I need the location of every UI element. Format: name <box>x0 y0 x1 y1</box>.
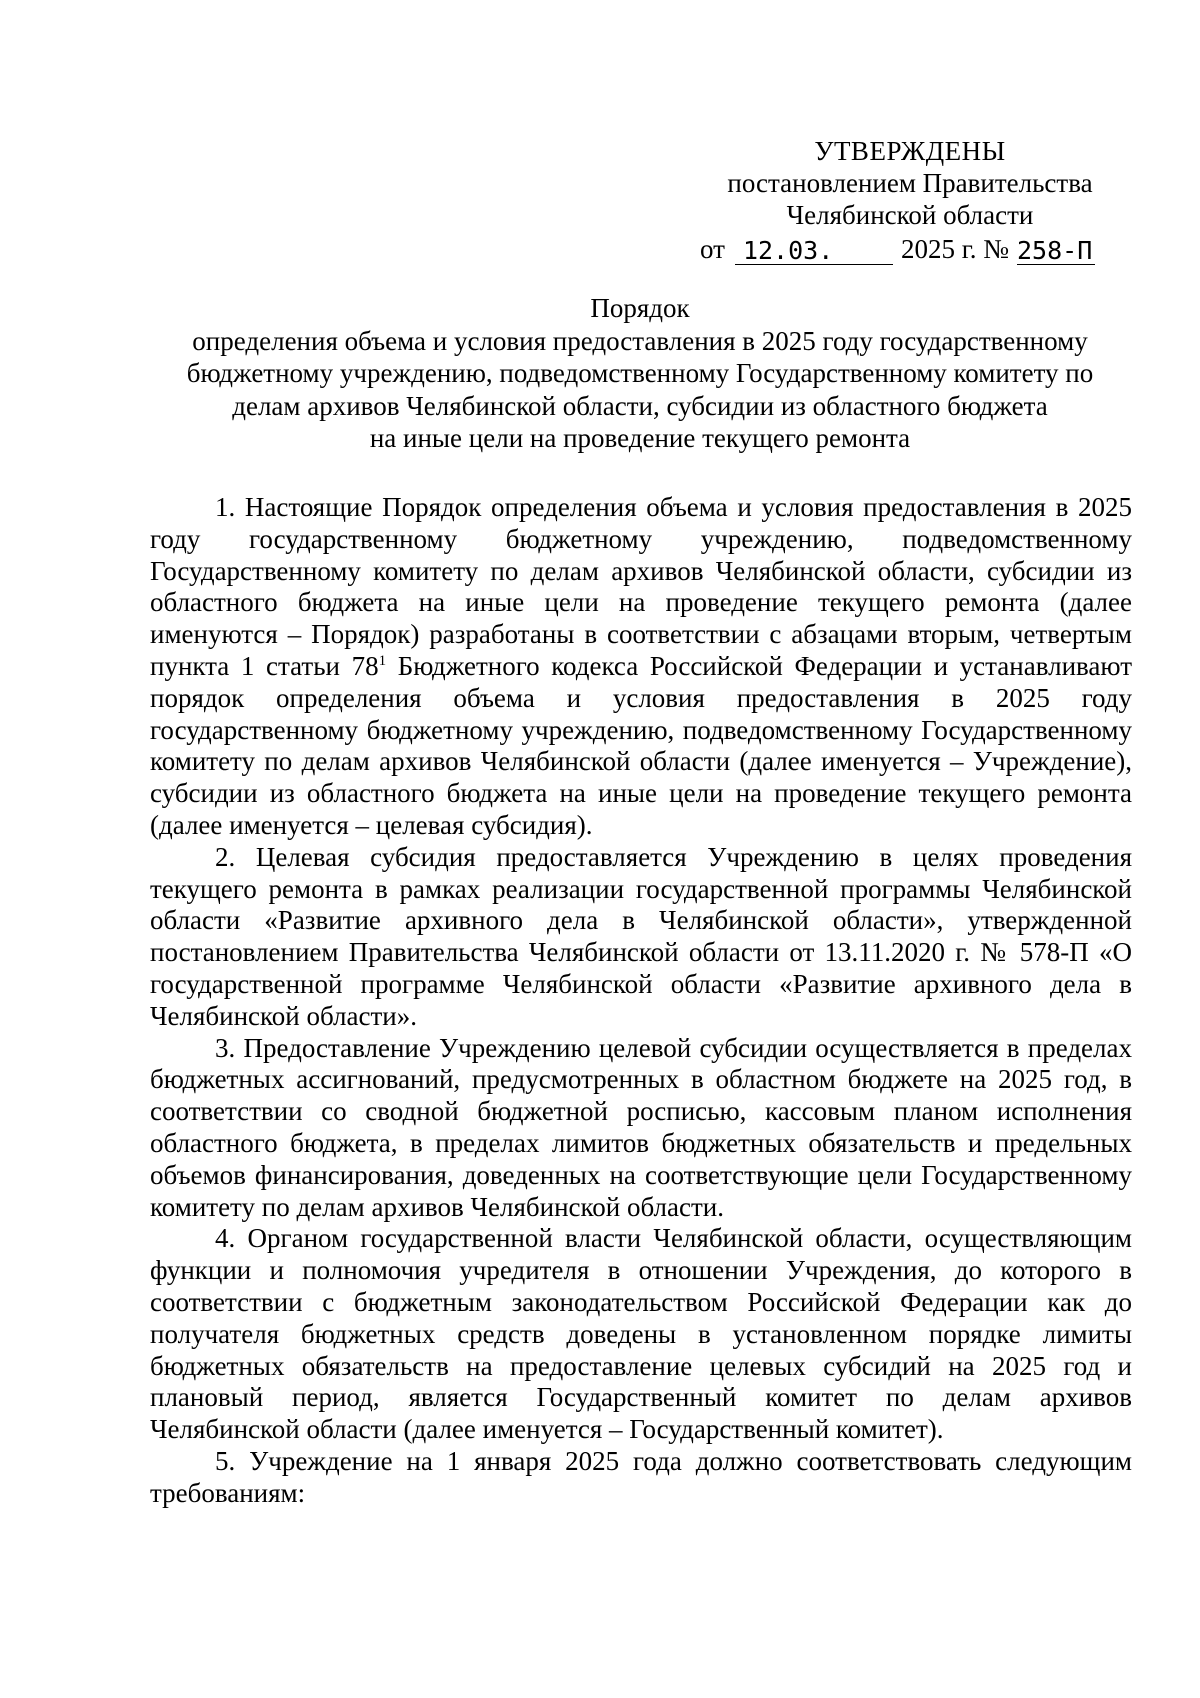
paragraph-1-text-a: 1. Настоящие Порядок определения объема и условия предоставления в 2025 году государственному бюджетному учреждению, подведомственному Государственному комитету по делам архивов Челябинской области, субсидии из областного бюджета на иные цели на проведение текущего ремонта (далее именуются – Порядок) разработаны в соответствии с абзацами вторым, четвертым пункта 1 статьи 78 <box>150 492 1132 681</box>
paragraph-2: 2. Целевая субсидия предоставляется Учреждению в целях проведения текущего ремонта в рамках реализации государственной программы Челябинской области «Развитие архивного дела в Челябинской области», утвержденной постановлением Правительства Челябинской области от 13.11.2020 г. № 578-П «О государственной программе Челябинской области «Развитие архивного дела в Челябинской области». <box>150 841 1132 1031</box>
approval-ot-label: от <box>700 234 725 264</box>
approval-heading: УТВЕРЖДЕНЫ <box>814 136 1006 166</box>
title-heading: Порядок <box>590 293 690 323</box>
title-line: делам архивов Челябинской области, субсидии из областного бюджета <box>232 390 1048 421</box>
paragraph-1 <box>150 492 1132 842</box>
document-body <box>150 492 1132 1510</box>
approval-block <box>700 135 1120 265</box>
paragraph-5: 5. Учреждение на 1 января 2025 года должно соответствовать следующим требованиям: <box>150 1445 1132 1508</box>
approval-date-value: 12.03. <box>735 238 893 265</box>
paragraph-1-text-b: Бюджетного кодекса Российской Федерации и устанавливают порядок определения объема и условия предоставления в 2025 году государственному бюджетному учреждению, подведомственному Государственному комитету по делам архивов Челябинской области (далее именуется – Учреждение), субсидии из областного бюджета на иные цели на проведение текущего ремонта (далее именуется – целевая субсидия). <box>150 650 1133 840</box>
approval-date-line <box>700 233 1120 265</box>
approval-resolution: постановлением Правительства <box>727 168 1093 198</box>
approval-number-value: 258-П <box>1017 238 1095 265</box>
paragraph-4: 4. Органом государственной власти Челябинской области, осуществляющим функции и полномочия учредителя в отношении Учреждения, до которого в соответствии с бюджетным законодательством Российской Федерации как до получателя бюджетных средств доведены в установленном порядке лимиты бюджетных обязательств на предоставление целевых субсидий на 2025 год и плановый период, является Государственный комитет по делам архивов Челябинской области (далее именуется – Государственный комитет). <box>150 1223 1132 1445</box>
title-line: определения объема и условия предоставления в 2025 году государственному <box>192 325 1088 356</box>
article-superscript: 1 <box>378 652 387 669</box>
title-line: на иные цели на проведение текущего ремонта <box>369 423 911 453</box>
approval-year-label: 2025 г. № <box>900 234 1009 264</box>
paragraph-3: 3. Предоставление Учреждению целевой субсидии осуществляется в пределах бюджетных ассигнований, предусмотренных в областном бюджете на 2025 год, в соответствии со сводной бюджетной росписью, кассовым планом исполнения областного бюджета, в пределах лимитов бюджетных обязательств и предельных объемов финансирования, доведенных на соответствующие цели Государственному комитету по делам архивов Челябинской области. <box>150 1032 1132 1222</box>
document-title <box>120 292 1160 455</box>
title-line: бюджетному учреждению, подведомственному Государственному комитету по <box>186 358 1094 388</box>
approval-region: Челябинской области <box>786 200 1034 230</box>
